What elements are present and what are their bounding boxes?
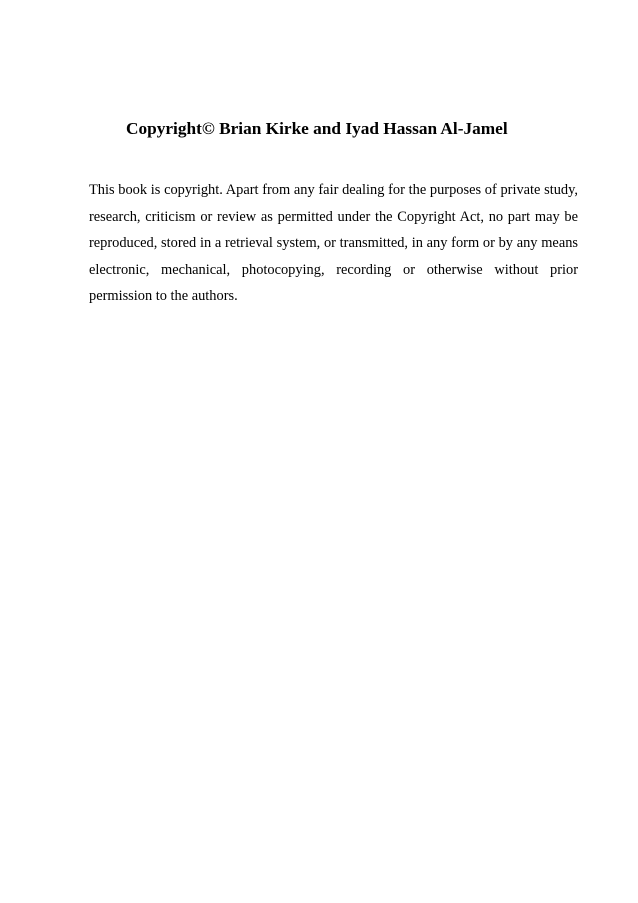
copyright-title: Copyright© Brian Kirke and Iyad Hassan Al-Jamel xyxy=(126,119,508,138)
copyright-notice-paragraph: This book is copyright. Apart from any fair dealing for the purposes of private study, research, criticism or review as permitted under the Copyright Act, no part may be reproduced, stored in a retrieval system, or transmitted, in any form or by any means electronic, mechanical, photocopying, recording or otherwise without prior permission to the authors. xyxy=(89,182,578,305)
